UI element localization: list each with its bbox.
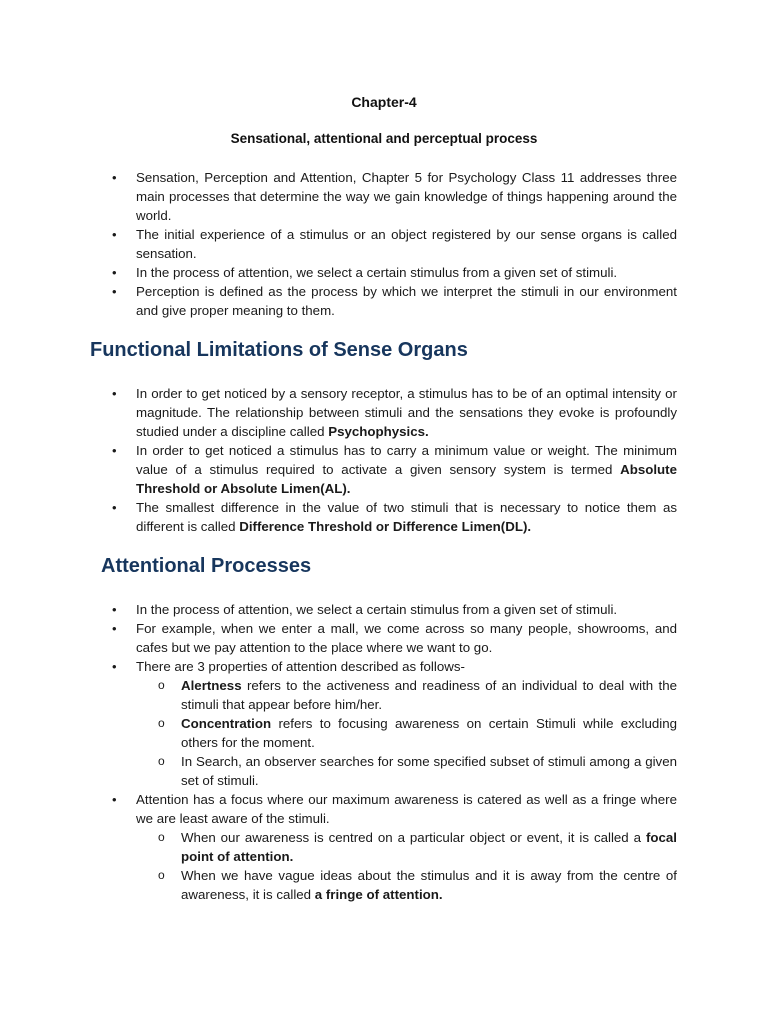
list-item: • In the process of attention, we select a certain stimulus from a given set of stimuli. [112, 602, 618, 617]
term-fringe: a fringe of attention. [314, 887, 443, 902]
properties-sub-list [136, 676, 677, 790]
bullet-icon: • [112, 659, 117, 674]
bullet-icon: • [112, 602, 117, 617]
term-alertness: Alertness [181, 678, 242, 693]
term-difference-threshold: Difference Threshold or Difference Limen(DL). [239, 519, 532, 534]
bullet-icon: • [112, 621, 117, 636]
circle-bullet-icon: o [158, 868, 165, 882]
intro-bullet-list [110, 168, 677, 320]
list-item: • Sensation, Perception and Attention, Chapter 5 for Psychology Class 11 addresses three main processes that determine the way we gain knowledge of things happening around the world. [112, 170, 677, 223]
term-psychophysics: Psychophysics. [328, 424, 429, 439]
circle-bullet-icon: o [158, 754, 165, 768]
list-item: • In order to get noticed by a sensory receptor, a stimulus has to be of an optimal intensity or magnitude. The relationship between stimuli and the sensations they evoke is profoundly studied under a discipline called Psychophysics. [112, 386, 677, 439]
list-item: • Perception is defined as the process by which we interpret the stimuli in our environment and give proper meaning to them. [112, 284, 677, 318]
circle-bullet-icon: o [158, 678, 165, 692]
term-focal-point: focal point of attention. [181, 830, 677, 864]
sub-list-item: o Concentration refers to focusing awareness on certain Stimuli while excluding others for the moment. [158, 716, 677, 750]
bullet-icon: • [112, 284, 117, 299]
attention-bullet-list [110, 600, 677, 904]
list-item: • The initial experience of a stimulus or an object registered by our sense organs is called sensation. [112, 227, 677, 261]
list-item: • Attention has a focus where our maximum awareness is catered as well as a fringe where we are least aware of the stimuli. o When our awareness is centred on a particular object or event, it is called a focal point of attention. o When we have vague ideas about the stimulus and it is away from the centre of awareness, it is called a fringe of attention. [112, 792, 677, 902]
circle-bullet-icon: o [158, 716, 165, 730]
circle-bullet-icon: o [158, 830, 165, 844]
chapter-subtitle: Sensational, attentional and perceptual process [230, 131, 538, 146]
sub-list-item: o Alertness refers to the activeness and readiness of an individual to deal with the stimuli that appear before him/her. [158, 678, 677, 712]
bullet-icon: • [112, 170, 117, 185]
list-item: • In the process of attention, we select a certain stimulus from a given set of stimuli. [112, 265, 618, 280]
list-item: • The smallest difference in the value of two stimuli that is necessary to notice them as different is called Difference Threshold or Difference Limen(DL). [112, 500, 677, 534]
sub-list-item: o In Search, an observer searches for some specified subset of stimuli among a given set of stimuli. [158, 754, 677, 788]
sense-organs-bullet-list [110, 384, 677, 536]
bullet-icon: • [112, 265, 117, 280]
focus-fringe-sub-list [136, 828, 677, 904]
sub-list-item: o When our awareness is centred on a particular object or event, it is called a focal point of attention. [158, 830, 677, 864]
term-concentration: Concentration [181, 716, 272, 731]
list-item: • For example, when we enter a mall, we come across so many people, showrooms, and cafes but we pay attention to the place where we want to go. [112, 621, 677, 655]
chapter-title: Chapter-4 [351, 94, 417, 110]
bullet-icon: • [112, 500, 117, 515]
sub-list-item: o When we have vague ideas about the stimulus and it is away from the centre of awareness, it is called a fringe of attention. [158, 868, 677, 902]
bullet-icon: • [112, 227, 117, 242]
bullet-icon: • [112, 792, 117, 807]
bullet-icon: • [112, 386, 117, 401]
term-absolute-threshold: Absolute Threshold or Absolute Limen(AL). [136, 462, 677, 496]
bullet-icon: • [112, 443, 117, 458]
section-heading-sense-organs: Functional Limitations of Sense Organs [90, 339, 468, 361]
section-heading-attentional-processes: Attentional Processes [101, 555, 312, 577]
list-item: • In order to get noticed a stimulus has to carry a minimum value or weight. The minimum value of a stimulus required to activate a given sensory system is termed Absolute Threshold or Absolute Limen(AL). [112, 443, 677, 496]
list-item: • There are 3 properties of attention described as follows- o Alertness refers to the activeness and readiness of an individual to deal with the stimuli that appear before him/her. o Concentration refers to focusing awareness on certain Stimuli while excluding others for the moment. o In Search, an observer searches for some specified subset of stimuli among a given set of stimuli. [112, 659, 677, 788]
